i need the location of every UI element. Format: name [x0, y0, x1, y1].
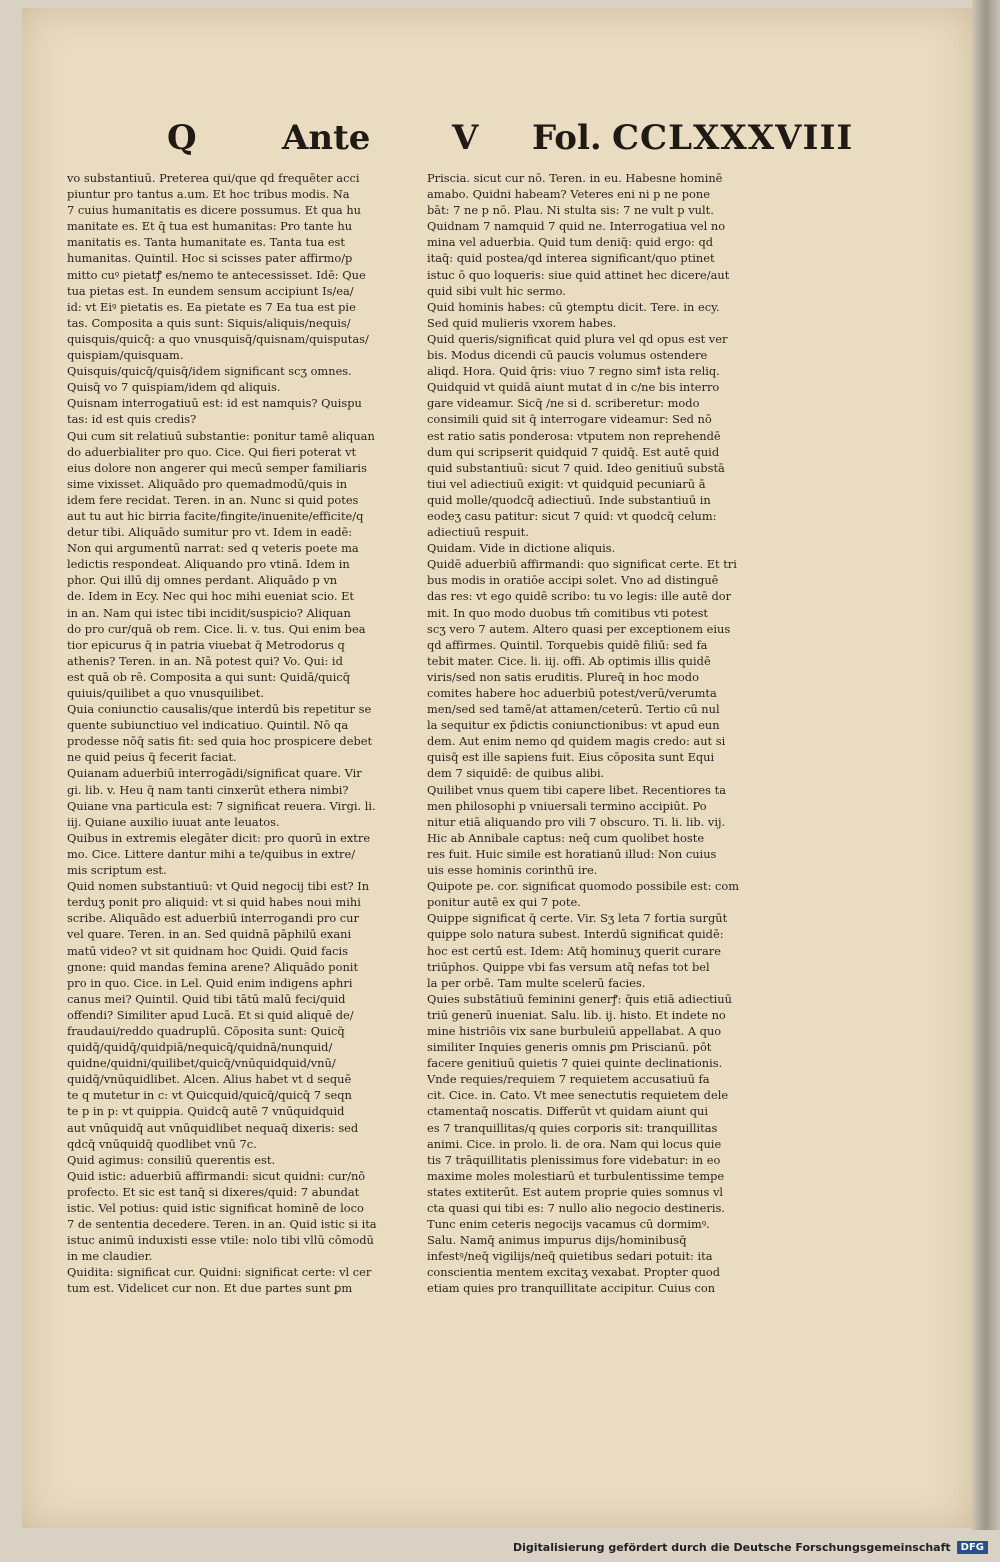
left-column-text-line: istic. Vel potius: quid istic significat hominē de loco — [67, 1201, 364, 1215]
right-column-text-line: dem. Aut enim nemo qd quidem magis credo: aut si — [427, 734, 726, 749]
left-column-text-line: Quidita: significat cur. Quidni: significat certe: vl cer — [67, 1265, 372, 1280]
running-header — [142, 118, 854, 168]
right-column-text-line: bāt: 7 ne p nō. Plau. Ni stulta sis: 7 ne vult p vult. — [427, 203, 714, 218]
dfg-logo: DFG — [957, 1541, 988, 1554]
left-column-text-line: fraudaui/reddo quadruplū. Cōposita sunt: Quicq̄ — [67, 1023, 345, 1038]
binding-edge — [972, 0, 1000, 1530]
right-column-text-line: scʒ vero 7 autem. Altero quasi per exceptionem eius — [427, 621, 731, 636]
right-column-text-line: uis esse hominis corinthū ire. — [427, 863, 598, 878]
left-column-text-line: matū video? vt sit quidnam hoc Quidi. Quid facis — [67, 943, 349, 958]
left-column-text-line: 7 cuius humanitatis es dicere possumus. Et qua hu — [67, 203, 362, 218]
left-column-text-line: Quid agimus: consiliū querentis est. — [67, 1152, 276, 1167]
left-column-text-line: aut vnūquidq̄ aut vnūquidlibet nequaq̄ dixeris: sed — [67, 1120, 359, 1135]
header-letter-left: Q — [167, 118, 197, 158]
right-column-text-line: Priscia. sicut cur nō. Teren. in eu. Habesne hominē — [427, 171, 723, 185]
right-column-text-line: quippe solo natura subest. Interdū significat quidē: — [427, 927, 724, 942]
left-column-text-line: Quianam aduerbiū interrogādi/significat quare. Vir — [67, 766, 362, 781]
left-column-text-line: vo substantiuū. Preterea qui/que qd frequēter acci — [67, 171, 360, 185]
left-column-text-line: profecto. Et sic est tanq̄ si dixeres/quid: 7 abundat — [67, 1184, 360, 1199]
funding-note: Digitalisierung gefördert durch die Deutsche Forschungsgemeinschaft — [512, 1541, 951, 1554]
left-column-text-line: qdcq̄ vnūquidq̄ quodlibet vnū 7c. — [67, 1136, 257, 1151]
header-fol: Fol. — [532, 118, 602, 158]
left-column-text-line: Quia coniunctio causalis/que interdū bis repetitur se — [67, 702, 372, 717]
left-column-text-line: istuc animū induxisti esse vtile: nolo tibi vllū cōmodū — [67, 1233, 374, 1248]
left-column-text-line: athenis? Teren. in an. Nā potest qui? Vo. Qui: id — [67, 653, 343, 668]
left-column-text-line: sime vixisset. Aliquādo pro quemadmodū/quis in — [67, 476, 348, 491]
right-column-text-line: itaq̄: quid postea/qd interea significant/quo ptinet — [427, 251, 715, 266]
left-column-text-line: terduʒ ponit pro aliquid: vt si quid habes noui mihi — [67, 895, 361, 910]
right-column-text-line: conscientia mentem excitaʒ vexabat. Propter quod — [427, 1265, 721, 1280]
right-column-text-line: quid molle/quodcq̄ adiectiuū. Inde substantiuū in — [427, 492, 711, 507]
left-column-text-line: Quibus in extremis elegāter dicit: pro quorū in extre — [67, 830, 371, 845]
left-column-text-line: tua pietas est. In eundem sensum accipiunt Is/ea/ — [67, 283, 354, 298]
left-column-text-line: quisquis/quicq̄: a quo vnusquisq̄/quisnam/quisputas/ — [67, 331, 369, 346]
right-column-text-line: aliqd. Hora. Quid q̄ris: viuo 7 regno simꝉ ista reliq. — [427, 364, 720, 379]
right-column-text-line: cta quasi qui tibi es: 7 nullo alio negocio destineris. — [427, 1201, 725, 1215]
right-column-text-line: Quidam. Vide in dictione aliquis. — [427, 541, 616, 556]
right-column-text-line: etiam quies pro tranquillitate accipitur. Cuius con — [427, 1281, 716, 1296]
right-column-text-line: nitur etiā aliquando pro vili 7 obscuro. Ti. li. lib. vij. — [427, 814, 726, 829]
left-column-text-line: de. Idem in Ecy. Nec qui hoc mihi eueniat scio. Et — [67, 589, 354, 604]
right-column-text-line: es 7 tranquillitas/q quies corporis sit: tranquillitas — [427, 1120, 718, 1135]
right-column-text-line: tis 7 trāquillitatis plenissimus fore videbatur: in eo — [427, 1152, 721, 1167]
left-column-text-line: quispiam/quisquam. — [67, 348, 184, 363]
left-column-text-line: Quid nomen substantiuū: vt Quid negocij tibi est? In — [67, 879, 370, 894]
right-column-text-line: mina vel aduerbia. Quid tum deniq̄: quid ergo: qd — [427, 235, 714, 250]
right-column-text-line: states extiterūt. Est autem proprie quies somnus vl — [427, 1184, 724, 1199]
left-column-text-line: quidq̄/vnūquidlibet. Alcen. Alius habet vt d sequē — [67, 1072, 352, 1087]
left-column-text-line: tas. Composita a quis sunt: Siquis/aliquis/nequis/ — [67, 315, 351, 330]
left-column-text-line: offendi? Similiter apud Lucā. Et si quid aliquē de/ — [67, 1007, 354, 1022]
header-letter-mid: V — [452, 118, 479, 158]
right-column-text-line: quisq̄ est ille sapiens fuit. Eius cōposita sunt Equi — [427, 750, 715, 765]
left-column-text-line: Quisquis/quicq̄/quisq̄/idem significant scʒ omnes. — [67, 364, 352, 379]
right-column-text-line: Quidnam 7 namquid 7 quid ne. Interrogatiua vel no — [427, 219, 726, 234]
right-column-text-line: quid sibi vult hic sermo. — [427, 283, 566, 298]
left-column-text-line: te q mutetur in c: vt Quicquid/quicq̄/quicq̄ 7 seqn — [67, 1088, 352, 1103]
right-column-text-line: bis. Modus dicendi cū paucis volumus ostendere — [427, 348, 708, 363]
left-column-text-line: pro in quo. Cice. in Lel. Quid enim indigens aphri — [67, 975, 353, 990]
right-column-text-line: animi. Cice. in prolo. li. de ora. Nam qui locus quie — [427, 1136, 722, 1151]
book-page — [22, 8, 972, 1528]
right-column-text-line: Vnde requies/requiem 7 requietem accusatiuū fa — [427, 1072, 710, 1087]
left-column-text-line: manitatis es. Tanta humanitate es. Tanta tua est — [67, 235, 345, 250]
left-column-text-line: quidne/quidni/quilibet/quicq̄/vnūquidquid/vnū/ — [67, 1056, 336, 1071]
right-column-text-line: consimili quid sit q̄ interrogare videamur: Sed nō — [427, 412, 712, 427]
left-column-text-line: mitto cuꝰ pietatꝭ es/nemo te antecessisset. Idē: Que — [67, 267, 366, 282]
left-column-text-line: tas: id est quis credis? — [67, 412, 197, 427]
right-column-text-line: la per orbē. Tam multe scelerū facies. — [427, 975, 646, 990]
left-column-text-line: Non qui argumentū narrat: sed q veteris poete ma — [67, 541, 359, 556]
left-column-text-line: gnone: quid mandas femina arene? Aliquādo ponit — [67, 959, 359, 974]
right-column-text-line: quid substantiuū: sicut 7 quid. Ideo genitiuū substā — [427, 460, 725, 475]
right-column-text-line: hoc est certū est. Idem: Atq̄ hominuʒ querit curare — [427, 943, 721, 958]
right-column-text-line: est ratio satis ponderosa: vtputem non reprehendē — [427, 428, 721, 443]
right-column-text-line: Quippe significat q̄ certe. Vir. Sʒ leta 7 fortia surgūt — [427, 911, 728, 926]
left-column-text-line: phor. Qui illū dij omnes perdant. Aliquādo p vn — [67, 573, 338, 588]
right-column-text-line: Tunc enim ceteris negocijs vacamus cū dormimꝰ. — [427, 1217, 710, 1232]
right-column-text-line: das res: vt ego quidē scribo: tu vo legis: ille autē dor — [427, 589, 732, 604]
right-column-text-line: istuc ō quo loqueris: siue quid attinet hec dicere/aut — [427, 267, 730, 282]
right-column-text-line: Quidquid vt quidā aiunt mutat d in c/ne bis interro — [427, 380, 720, 395]
left-column-text-line: vel quare. Teren. in an. Sed quidnā pāphilū exani — [67, 927, 352, 942]
right-column-text-line: Quilibet vnus quem tibi capere libet. Recentiores ta — [427, 782, 726, 797]
left-column-text-line: est quā ob rē. Composita a qui sunt: Quidā/quicq̄ — [67, 669, 351, 684]
right-column-text-line: ponitur autē ex qui 7 pote. — [427, 895, 581, 910]
left-column-text-line: 7 de sententia decedere. Teren. in an. Quid istic si ita — [67, 1217, 377, 1232]
left-column-text-line: Quisnam interrogatiuū est: id est namquis? Quispu — [67, 396, 362, 411]
left-column-text-line: in an. Nam qui istec tibi incidit/suspicio? Aliquan — [67, 605, 351, 620]
right-column-text-line: res fuit. Huic simile est horatianū illud: Non cuius — [427, 846, 717, 861]
right-column-text-line: tebit mater. Cice. li. iij. offi. Ab optimis illis quidē — [427, 653, 711, 668]
left-column-text-line: piuntur pro tantus a.um. Et hoc tribus modis. Na — [67, 187, 350, 202]
left-column-text-line: aut tu aut hic birria facite/fingite/inuenite/efficite/q — [67, 508, 364, 523]
right-column-text-line: Quid queris/significat quid plura vel qd opus est ver — [427, 331, 728, 346]
left-column-text-line: ne quid peius q̄ fecerit faciat. — [67, 750, 237, 765]
right-column-text-line: triū generū inueniat. Salu. lib. ij. histo. Et indete no — [427, 1007, 726, 1022]
left-column-text-line: in me claudier. — [67, 1249, 153, 1264]
right-column-text-line: Quidē aduerbiū affirmandi: quo significat certe. Et tri — [427, 557, 737, 572]
left-column-text-line: manitate es. Et q̄ tua est humanitas: Pro tante hu — [67, 219, 353, 234]
left-column-text-line: iij. Quiane auxilio iuuat ante leuatos. — [67, 814, 280, 829]
left-column-text-line: tior epicurus q̄ in patria viuebat q̄ Metrodorus q — [67, 637, 345, 652]
funding-footer — [513, 1541, 988, 1554]
right-column-text-line: la sequitur ex p̄dictis coniunctionibus: vt apud eun — [427, 718, 720, 733]
right-column-text-line: mine histriōis vix sane burbuleiū appellabat. A quo — [427, 1023, 722, 1038]
right-column-text-line: infestꝰ/neq̄ vigilijs/neq̄ quietibus sedari potuit: ita — [427, 1249, 713, 1264]
left-column-text-line: Quisq̄ vo 7 quispiam/idem qd aliquis. — [67, 380, 281, 395]
right-column-text-line: viris/sed non satis eruditis. Plureq̄ in hoc modo — [427, 669, 699, 684]
right-column-text-line: qd affirmes. Quintil. Torquebis quidē filiū: sed fa — [427, 637, 708, 652]
left-column-text-line: id: vt Eiꝰ pietatis es. Ea pietate es 7 Ea tua est pie — [67, 299, 356, 314]
right-column-text-line: comites habere hoc aduerbiū potest/verū/verumta — [427, 686, 717, 700]
left-column-text-line: te p in p: vt quippia. Quidcq̄ autē 7 vnūquidquid — [67, 1104, 345, 1119]
right-column-text-line: Quid hominis habes: cū ꝯtemptu dicit. Tere. in ecy. — [427, 299, 720, 314]
right-column-text-line: Quies substātiuū feminini generꝭ: q̄uis etiā adiectiuū — [427, 991, 732, 1006]
left-column-text-line: prodesse nōq̄ satis fit: sed quia hoc prospicere debet — [67, 734, 373, 749]
left-column-text-line: do pro cur/quā ob rem. Cice. li. v. tus. Qui enim bea — [67, 621, 366, 636]
left-column-text-line: tum est. Videlicet cur non. Et due partes sunt ꝑm — [67, 1281, 353, 1296]
right-column-text-line: gare videamur. Sicq̄ /ne si d. scriberetur: modo — [427, 396, 700, 411]
left-column-text-line: idem fere recidat. Teren. in an. Nunc si quid potes — [67, 492, 359, 507]
left-column-text-line: gi. lib. v. Heu q̄ nam tanti cinxerūt ethera nimbi? — [67, 782, 349, 797]
left-column-text-line: mis scriptum est. — [67, 863, 167, 878]
right-column-text-line: mit. In quo modo duobus tm̄ comitibus vti potest — [427, 605, 708, 620]
left-column-text-line: quiuis/quilibet a quo vnusquilibet. — [67, 686, 264, 700]
left-column-text-line: quente subiunctiuo vel indicatiuo. Quintil. Nō qa — [67, 718, 349, 733]
left-column-text-line: Quiane vna particula est: 7 significat reuera. Virgi. li. — [67, 798, 376, 813]
left-column-text-line: Quid istic: aduerbiū affirmandi: sicut quidni: cur/nō — [67, 1168, 366, 1183]
left-column-text-line: ledictis respondeat. Aliquando pro vtinā. Idem in — [67, 557, 350, 572]
right-column-text-line: dum qui scripserit quidquid 7 quidq̄. Est autē quid — [427, 444, 720, 459]
right-column-text-line: eodeʒ casu patitur: sicut 7 quid: vt quodcq̄ celum: — [427, 508, 717, 523]
right-column-text-line: tiui vel adiectiuū exigit: vt quidquid pecuniarū ā — [427, 476, 706, 491]
folio-number: CCLXXXVIII — [612, 118, 854, 158]
right-column-text-line: triūphos. Quippe vbi fas versum atq̄ nefas tot bel — [427, 959, 710, 974]
left-column-text-line: eius dolore non angerer qui mecū semper familiaris — [67, 460, 367, 475]
right-column-text-line: bus modis in oratiōe accipi solet. Vno ad distinguē — [427, 573, 719, 588]
right-column-text-line: Sed quid mulieris vxorem habes. — [427, 315, 617, 330]
right-column-text-line: adiectiuū respuit. — [427, 525, 529, 540]
right-column-text-line: maxime moles molestiarū et turbulentissime tempe — [427, 1168, 725, 1183]
right-column-text-line: amabo. Quidni habeam? Veteres eni ni p ne pone — [427, 187, 710, 202]
right-column-text-line: men/sed sed tamē/at attamen/ceterū. Tertio cū nul — [427, 702, 720, 717]
right-column-text-line: facere genitiuū quietis 7 quiei quinte declinationis. — [427, 1056, 723, 1071]
right-column-text-line: Quipote pe. cor. significat quomodo possibile est: com — [427, 879, 740, 894]
right-column-text-line: dem 7 siquidē: de quibus alibi. — [427, 766, 605, 781]
right-text-column — [427, 170, 797, 1297]
right-column-text-line: similiter Inquies generis omnis ꝑm Priscianū. pōt — [427, 1040, 712, 1055]
right-column-text-line: ctamentaq̄ noscatis. Differūt vt quidam aiunt qui — [427, 1104, 708, 1119]
right-column-text-line: Hic ab Annibale captus: neq̄ cum quolibet hoste — [427, 830, 705, 845]
right-column-text-line: men philosophi p vniuersali termino accipiūt. Po — [427, 798, 707, 813]
left-column-text-line: detur tibi. Aliquādo sumitur pro vt. Idem in eadē: — [67, 525, 353, 540]
left-column-text-line: quidq̄/quidq̄/quidpiā/nequicq̄/quidnā/nunquid/ — [67, 1040, 333, 1055]
left-column-text-line: canus mei? Quintil. Quid tibi tātū malū feci/quid — [67, 991, 346, 1006]
header-ante: Ante — [282, 118, 371, 158]
left-column-text-line: humanitas. Quintil. Hoc si scisses pater affirmo/p — [67, 251, 353, 266]
right-column-text-line: cit. Cice. in. Cato. Vt mee senectutis requietem dele — [427, 1088, 729, 1103]
left-column-text-line: mo. Cice. Littere dantur mihi a te/quibus in extre/ — [67, 846, 356, 861]
left-text-column — [67, 170, 417, 1297]
left-column-text-line: scribe. Aliquādo est aduerbiū interrogandi pro cur — [67, 911, 359, 926]
right-column-text-line: Salu. Namq̄ animus impurus dijs/hominibusq̄ — [427, 1233, 687, 1248]
left-column-text-line: Qui cum sit relatiuū substantie: ponitur tamē aliquan — [67, 428, 375, 443]
left-column-text-line: do aduerbialiter pro quo. Cice. Qui fieri poterat vt — [67, 444, 357, 459]
